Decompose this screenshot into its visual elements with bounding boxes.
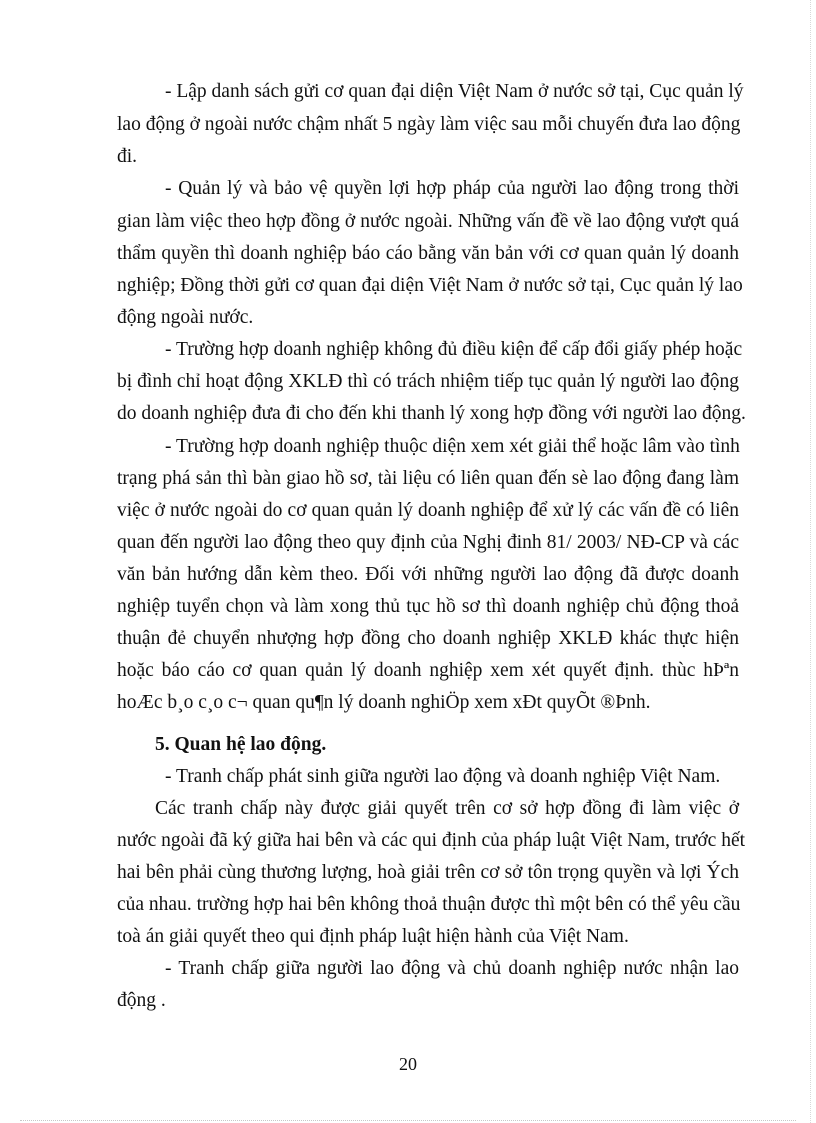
paragraph-line: của nhau. trường hợp hai bên không thoả thuận được thì một bên có thể yêu cầu xyxy=(117,894,741,915)
page-bottom-divider xyxy=(20,1120,796,1121)
paragraph-line: việc ở nước ngoài do cơ quan quản lý doanh nghiệp để xử lý các vấn đề có liên xyxy=(117,500,739,521)
section-heading: 5. Quan hệ lao động. xyxy=(155,734,327,755)
paragraph-line: gian làm việc theo hợp đồng ở nước ngoài. Những vấn đề về lao động vượt quá xyxy=(117,211,739,232)
paragraph-line: lao động ở ngoài nước chậm nhất 5 ngày làm việc sau mỗi chuyến đưa lao động xyxy=(117,114,741,135)
paragraph-line: Các tranh chấp này được giải quyết trên cơ sở hợp đồng đi làm việc ở xyxy=(155,798,739,819)
paragraph-line: văn bản hướng dẫn kèm theo. Đối với những người lao động đã được doanh xyxy=(117,564,739,585)
paragraph-line: - Trường hợp doanh nghiệp thuộc diện xem xét giải thể hoặc lâm vào tình xyxy=(165,436,740,457)
paragraph-line: bị đình chỉ hoạt động XKLĐ thì có trách nhiệm tiếp tục quản lý người lao động xyxy=(117,371,739,392)
paragraph-line: - Lập danh sách gửi cơ quan đại diện Việt Nam ở nước sở tại, Cục quản lý xyxy=(165,81,744,102)
paragraph-line: nghiệp; Đồng thời gửi cơ quan đại diện Việt Nam ở nước sở tại, Cục quản lý lao xyxy=(117,275,743,296)
paragraph-line: - Quản lý và bảo vệ quyền lợi hợp pháp của người lao động trong thời xyxy=(165,178,739,199)
paragraph-line: nghiệp tuyển chọn và làm xong thủ tục hồ sơ thì doanh nghiệp chủ động thoả xyxy=(117,596,739,617)
paragraph-line: do doanh nghiệp đưa đi cho đến khi thanh lý xong hợp đồng với người lao động. xyxy=(117,403,746,424)
paragraph-line: động . xyxy=(117,990,166,1011)
paragraph-line: hoÆc b¸o c¸o c¬ quan qu¶n lý doanh nghiÖp xem xÐt quyÕt ®Þnh. xyxy=(117,692,651,713)
paragraph-line: nước ngoài đã ký giữa hai bên và các qui định của pháp luật Việt Nam, trước hết xyxy=(117,830,746,851)
paragraph-line: quan đến người lao động theo quy định của Nghị đinh 81/ 2003/ NĐ-CP và các xyxy=(117,532,739,553)
paragraph-line: đi. xyxy=(117,146,138,167)
paragraph-line: trạng phá sản thì bàn giao hồ sơ, tài liệu có liên quan đến sè lao động đang làm xyxy=(117,468,739,489)
paragraph-line: - Tranh chấp phát sinh giữa người lao động và doanh nghiệp Việt Nam. xyxy=(165,766,721,787)
page-right-edge xyxy=(810,0,811,1123)
paragraph-line: thẩm quyền thì doanh nghiệp báo cáo bằng văn bản với cơ quan quản lý doanh xyxy=(117,243,739,264)
paragraph-line: thuận đẻ chuyển nhượng hợp đồng cho doanh nghiệp XKLĐ khác thực hiện xyxy=(117,628,739,649)
paragraph-line: động ngoài nước. xyxy=(117,307,254,328)
page-number: 20 xyxy=(399,1054,417,1074)
paragraph-line: hai bên phải cùng thương lượng, hoà giải trên cơ sở tôn trọng quyền và lợi Ých xyxy=(117,862,739,883)
paragraph-line: toà án giải quyết theo qui định pháp luật hiện hành của Việt Nam. xyxy=(117,926,629,947)
paragraph-line: - Tranh chấp giữa người lao động và chủ doanh nghiệp nước nhận lao xyxy=(165,958,739,979)
paragraph-line: hoặc báo cáo cơ quan quản lý doanh nghiệp xem xét quyết định. thùc hÞªn xyxy=(117,660,739,681)
paragraph-line: - Trường hợp doanh nghiệp không đủ điều kiện để cấp đổi giấy phép hoặc xyxy=(165,339,743,360)
